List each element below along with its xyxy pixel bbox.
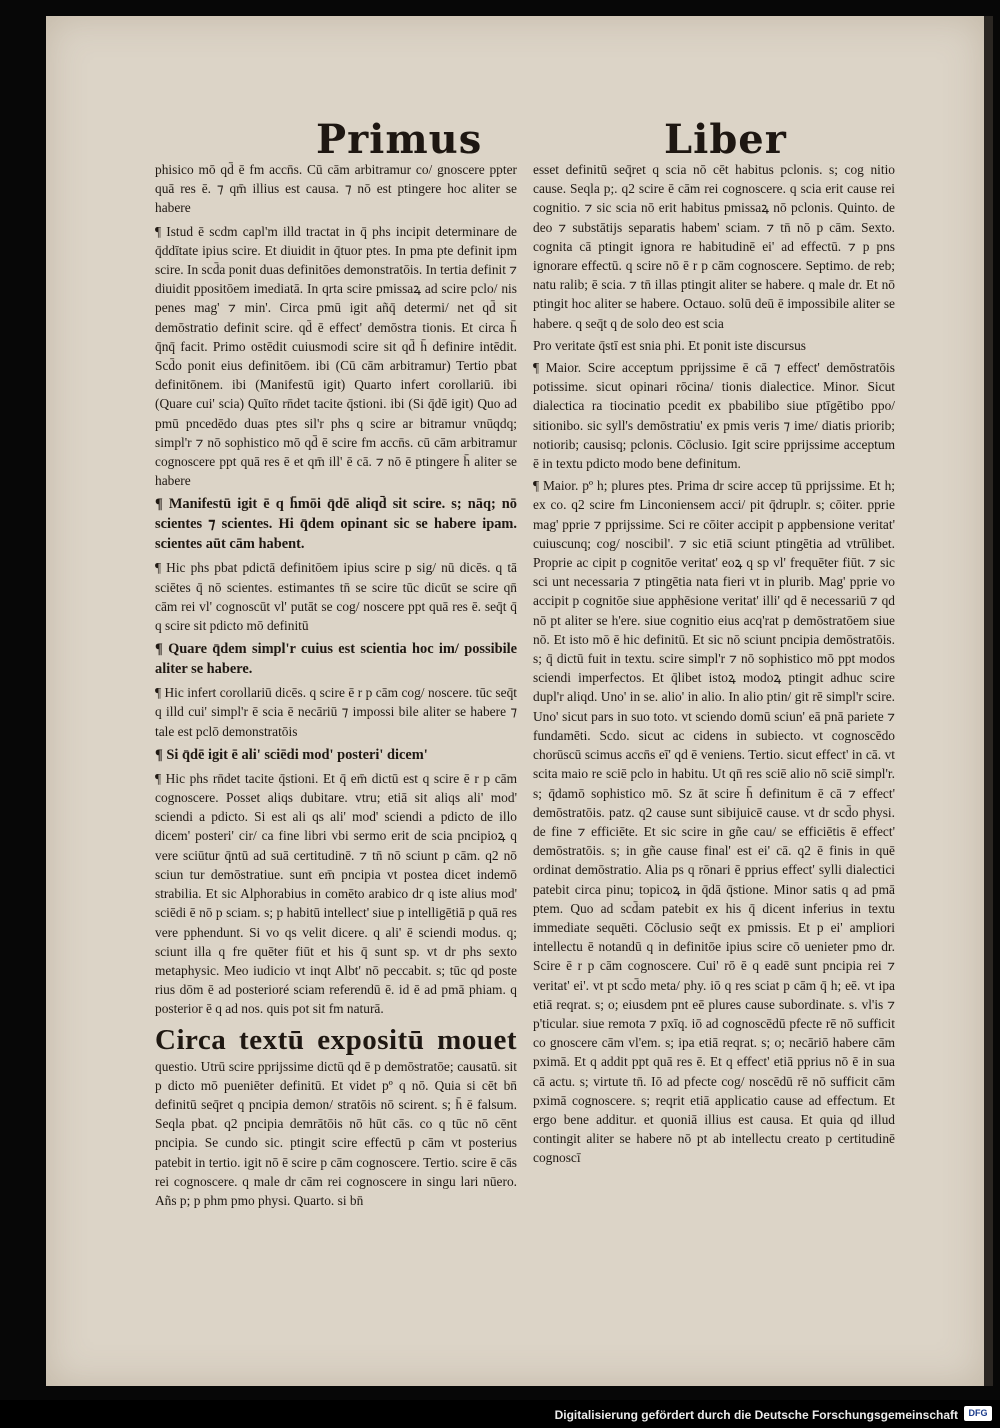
paragraph: ¶ Istud ē scdm capl'm illd tractat in q̄ phs incipit determinare de q̄ddītate ipius scire. Et diuidit in q̄tuor ptes. In pma pte definit ipm scire. In scd̄a ponit duas definitōes demonstratōis. In tertia definit ⁊ diuidit ppositōem imediatā. In qrta scire pmissaꝝ ad scire pclo/ nis penes mag' ⁊ min'. Circa pmū igit añq̄ determi/ net qd̄ sit demōstratio definit scire. qd̄ ē effect' demōstra tionis. Et circa h̄ q̄nq̄ facit. Primo ostēdit cuiusmodi scire sit qd̄ h̄ definire intēdit. Scd̄o ponit eius definitōem. ibi (Cū cām arbitramur) Tertio pbat definitōnem. ibi (Manifestū igit) Quarto infert corollariū. ibi (Quare cui' scia) Quīto rn̄det tacite q̄stioni. ibi (Si q̄dē igit) Quo ad pmū pncedēdo duas ptes sil'r phs q scire ar bitramur vnūqdq; simpl'r ⁊ nō sophistico mō qd̄ ē scire fm accn̄s. cū cām arbitramur cognoscere ppt quā res ē et qm̄ ill' ē cā. ⁊ nō ē ptingere h̄ aliter se habere	[155, 223, 517, 489]
paragraph: ¶ Hic phs pbat pdictā definitōem ipius scire p sig/ nū dicēs. q tā sciētes q̄ nō scientes. estimantes tn̄ se scire tūc dicūt se scire qn̄ cām rei vl' cognoscūt vl' putāt se cog/ noscere ppt quā res ē. seq̄t q̄ q scire sit pdicto mō definitū	[155, 560, 517, 634]
paragraph: ¶ Maior. pº h; plures ptes. Prima dr scire accep tū pprijssime. Et h; ex co. q2 scire fm Linconiensem acci/ pit q̄druplr. s; cōiter. pprie mag' pprie ⁊ pprijssime. Sci re cōiter accipit p appbensione veritat' cuiuscunq; cog/ noscibil'. ⁊ sic etiā sciunt ptingētia ad vtrūlibet. Proprie ac cipit p cognitōe veritat' eoꝝ q sp vl' frequēter fiūt. ⁊ sic sci unt necessaria ⁊ ptingētia nata fieri vt in plurib. Mag' pprie vo accipit p cognitōe siue apphēsione veritat' illi' qd ē necessariū ⁊ qd nō pt aliter se h'ere. siue cognitio eius acq'rat p demōstratōem siue nō. Et isto mō ē hic definitū. Et sic nō sciunt pncipia demōstratōis. s; q̄ dictū fuit in textu. scire simpl'r ⁊ nō sophistico mō ppt modos sciendi imperfectos. Et q̄libet istoꝝ modoꝝ ptingit adhuc scire dupl'r aliqd. Uno' in se. alio' in alio. In alio ptin/ git rē simpl'r scire. Uno' sicut pars in suo toto. vt sciendo domū sciun' eā pnā pariete ⁊ fundamēti. Scdo. sicut ac cidens in subiecto. vt cognoscēdo chorūscū scimus accn̄s eī' qd ē veniens. Tertio. sicut effect' in cā. vt scita maio re sciē pclo in habitu. Ut qn̄ res sciē alio nō sciē simpl'r. s; q̄damō sophistico mō. Sz āt scire h̄ definitum ē cā ⁊ effect' demōstratōis. patz. q2 cause sunt sibijuicē cause. vt dr scd̄o physi. de fine ⁊ efficiēte. Et sic scire in gñe cau/ se efficiētis ē effect' demōstratōis. s; in gñe cause final' est ei' cā. q2 ē finis in quē ordinat demōstratio. Alia ps q rōnari ē pprius effect' sylli dialectici patebit circa pinu; topicoꝝ in q̄dā q̄stione. Minor satis q ad pmā ptem. Quo ad scd̄am patebit ex his q̄ dicent inferius in textu immediate sequēti. Cōclusio seq̄t ex pmissis. Et p ei' ampliori intellectu ē notandū q in definitōe ipius scire cō uenieter pmo dr. Scire ē r p cām cognoscere. Cui' rō ē q eadē sunt pncipia rei ⁊ veritat' ei'. vt pt scd̄o meta/ phy. iō q res sciat p cām q̄ h; eē. vt ipa etiā reqrat. s; o; eiusdem pnt eē plures cause subordinate. s. vl'is ⁊ p'ticular. siue remota ⁊ pxīq. iō ad cognoscēdū pfecte rē nō sufficit co gnoscere cām vl'em. s; ipa etiā reqrat. s; o; necāriō habere cām pximā. Et q addit ppt quā res ē. Et q effect' etiā pprius nō ē in sua cā actu. s; virtute tn̄. Iō ad pfecte cog/ noscēdū rē nō sufficit cām pximā cognoscere. s; reqrit etiā applicatio cause ad effectum. Et ergo bene additur. et quoniā illius est causa. Et quia qd illud contingit aliter se habere nō pt ab intellectu creato p certitudinē cognoscī	[533, 478, 895, 1166]
paragraph: esset definitū seq̄ret q scia nō cēt habitus pclonis. s; cog nitio cause. Seqla p;. q2 scire ē cām rei cognoscere. q scia erit cause rei cognitio. ⁊ sic scia nō erit habitus pmissaꝝ nō pclonis. Quinto. de deo ⁊ substātijs separatis habem' sciam. ⁊ tn̄ nō p cām. Sexto. cognita cā ptingit ignora re habitudinē ei' ad effectū. ⁊ p pns ignorare effectū. q scire nō ē r p cām cognoscere. Septimo. de reb; natu ralib; ē scia. ⁊ tn̄ illas ptingit aliter se habere. q male dr. Et nō ptingit hoc aliter se habere. Octauo. solū deū ē impossibile aliter se habere. q seq̄t q de solo deo est scia	[533, 162, 895, 331]
paragraph: Pro veritate q̄stī est snia phi. Et ponit iste discursus	[533, 337, 806, 353]
running-head-left: Primus	[316, 116, 483, 163]
lemma-paragraph: ¶ Manifestū igit ē q h̄mōi q̄dē aliqd̄ sit scire. s; nāq; nō scientes ⁊ scientes. Hi q̄dem opinant sic se habere ipam. scientes aūt cām habent.	[155, 496, 517, 553]
footer-credit: Digitalisierung gefördert durch die Deutsche Forschungsgemeinschaft	[554, 1408, 958, 1422]
question-paragraph	[155, 1023, 517, 1211]
paragraph: ¶ Hic infert corollariū dicēs. q scire ē r p cām cog/ noscere. tūc seq̄t q illd cui' simpl'r ē scia ē necāriū ⁊ impossi bile aliter se habere ⁊ tale est pclō demonstratōis	[155, 685, 517, 739]
paragraph: ¶ Maior. Scire acceptum pprijssime ē cā ⁊ effect' demōstratōis potissime. sicut opinari rōcina/ tionis dialectice. Minor. Sicut dialectica ra tiocinatio pcedit ex pbabilibo siue ptīgētibo ppo/ sitionibo. sic syll's demōstratiu' ex pmis veris ⁊ ime/ diatis priorib; notiorib; causisq; pclonis. Cōclusio. Igit scire pprijssime acceptum ē in textu pdicto modo bene definitum.	[533, 360, 895, 472]
lemma-paragraph: ¶ Quare q̄dem simpl'r cuius est scientia hoc im/ possibile aliter se habere.	[155, 641, 517, 678]
page-edge	[984, 16, 993, 1386]
running-head-right: Liber	[664, 116, 787, 163]
text-column-left	[155, 160, 517, 1210]
question-text: questio. Utrū scire pprijssime dictū qd ē p demōstratōe; causatū. sit p dicto mō pueniēter definitū. Et videt pº q nō. Quia si cēt bn̄ definitū seq̄ret q pncipia demon/ stratōis nō scirent. s; h̄ ē falsum. Seqla pbat. q2 pncipia demrātōis nō hūt cās. co q tūc nō cēnt pncipia. Se cundo sic. ptingit scire effectū p cām vt posterius patebit in tertio. igit nō ē scire p cām cognoscere. Tertio. scire ē cās rei cognoscere. q male dr cām rei cognoscere in singu lari nūero. Añs p; p phm pmo physi. Quarto. si bn̄	[155, 1058, 517, 1208]
lemma-paragraph: ¶ Si q̄dē igit ē ali' sciēdi mod' posteri' dicem'	[155, 746, 428, 763]
paragraph: phisico mō qd̄ ē fm accn̄s. Cū cām arbitramur co/ gnoscere ppter quā res ē. ⁊ qm̄ illius est causa. ⁊ nō est ptingere hoc aliter se habere	[155, 162, 517, 216]
paragraph: ¶ Hic phs rn̄det tacite q̄stioni. Et q̄ em̄ dictū est q scire ē r p cām cognoscere. Posset aliqs dubitare. vtru; etiā sit aliqs ali' mod' sciendi a pdicto. Si est ali qs ali' mod' sciendi a pdicto de illo dicem' posteri' cir/ ca fine libri vbi sermo erit de scia pncipioꝝ q vere sciūtur q̄ntū ad suā certitudinē. ⁊ tn̄ nō sciunt p cām. q2 nō sciun tur demōstratiue. sunt em̄ pncipia vt postea dicet indemō strabilia. Et sic Alphorabius in comēto arabico dr q iste alius mod' sciēdi ē nō p sciam. s; p habitū intellect' siue p intelligētiā p quā res vere pphendunt. Si vo qs velit dicere. q ali' ē sciendi modus. q; sciunt illa q fre quēter fiūt et his q̄ sunt sp. vt dr phs sexto metaphysic. Meo iudicio vt inqt Albt' nō peccabit. s; tūc qd poste rius dōm ē ad posterioré sciam referendū ē. id ē ad pmā phiam. q posterior ē q ad nos. quis pot sit fm naturā.	[155, 770, 517, 1017]
section-heading: Circa textū expositū mouet	[155, 1023, 517, 1056]
text-column-right	[533, 160, 895, 1171]
dfg-logo-icon: DFG	[964, 1406, 992, 1421]
